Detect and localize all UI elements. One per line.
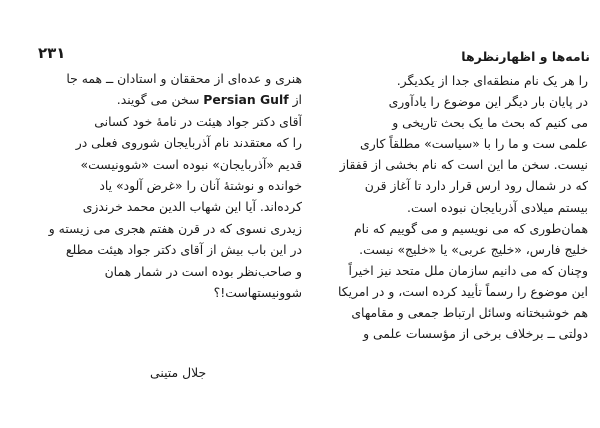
text-line: هنری و عده‌ای از محققان و استادان ــ همه جا bbox=[66, 71, 302, 86]
text-line: را هر یک نام منطقه‌ای جدا از یکدیگر. bbox=[396, 73, 588, 88]
text-fragment: سخن می گویند. bbox=[116, 92, 204, 108]
running-header: نامه‌ها و اظهارنظرها bbox=[461, 49, 590, 64]
text-line: را که معتقدند نام آذربایجان شوروی فعلی در bbox=[75, 135, 302, 151]
text-line: بیستم میلادی آذربایجان نبوده است. bbox=[407, 199, 588, 215]
text-line: می کنیم که بحث ما یک بحث تاریخی و bbox=[392, 115, 588, 131]
text-line: خوانده و نوشتهٔ آنان را «غرض آلود» یاد bbox=[99, 177, 302, 193]
page-number: ۲۳۱ bbox=[38, 44, 66, 62]
text-line: همان‌طوری که می نویسیم و می گوییم که نام bbox=[354, 220, 588, 236]
text-fragment: از bbox=[288, 92, 302, 108]
author-signature: جلال متینی bbox=[150, 365, 207, 380]
right-column bbox=[303, 70, 588, 344]
text-line: در پایان بار دیگر این موضوع را یادآوری bbox=[388, 94, 588, 110]
text-line: این موضوع را رسماً تأیید کرده است، و در امریکا bbox=[338, 283, 588, 299]
text-line: وچنان که می دانیم سازمان ملل متحد نیز اخیراً bbox=[348, 262, 588, 278]
text-line: نیست. سخن ما این است که نام بخشی از قفقاز bbox=[339, 157, 588, 173]
text-line: علمی ست و ما را با «سیاست» مطلقاً کاری bbox=[360, 136, 588, 152]
text-line: شوونیستهاست!؟ bbox=[213, 284, 302, 300]
text-line: خلیج فارس، «خلیج عربی» یا «خلیج» نیست. bbox=[359, 241, 588, 257]
text-line-with-latin bbox=[46, 89, 302, 110]
text-line: و صاحب‌نظر بوده است در شمار همان bbox=[104, 263, 302, 279]
text-line: زیدری نسوی که در قرن هفتم هجری می زیسته و bbox=[48, 220, 302, 236]
latin-term: Persian Gulf bbox=[203, 92, 289, 108]
text-line: دولتی ــ برخلاف برخی از مؤسسات علمی و bbox=[363, 326, 588, 342]
text-line: هم خوشبختانه وسائل ارتباط جمعی و مقامهای bbox=[351, 305, 588, 321]
left-column bbox=[46, 68, 302, 303]
text-line: که در شمال رود ارس قرار دارد تا آغاز قرن bbox=[364, 178, 588, 194]
text-line: قدیم «آذربایجان» نبوده است «شوونیست» bbox=[80, 156, 302, 172]
text-line: آقای دکتر جواد هیئت در نامهٔ خود کسانی bbox=[94, 113, 302, 129]
text-line: کرده‌اند. آیا این شهاب الدین محمد خرندزی bbox=[82, 199, 302, 215]
text-line: در این باب بیش از آقای دکتر جواد هیئت مطلع bbox=[65, 242, 302, 258]
